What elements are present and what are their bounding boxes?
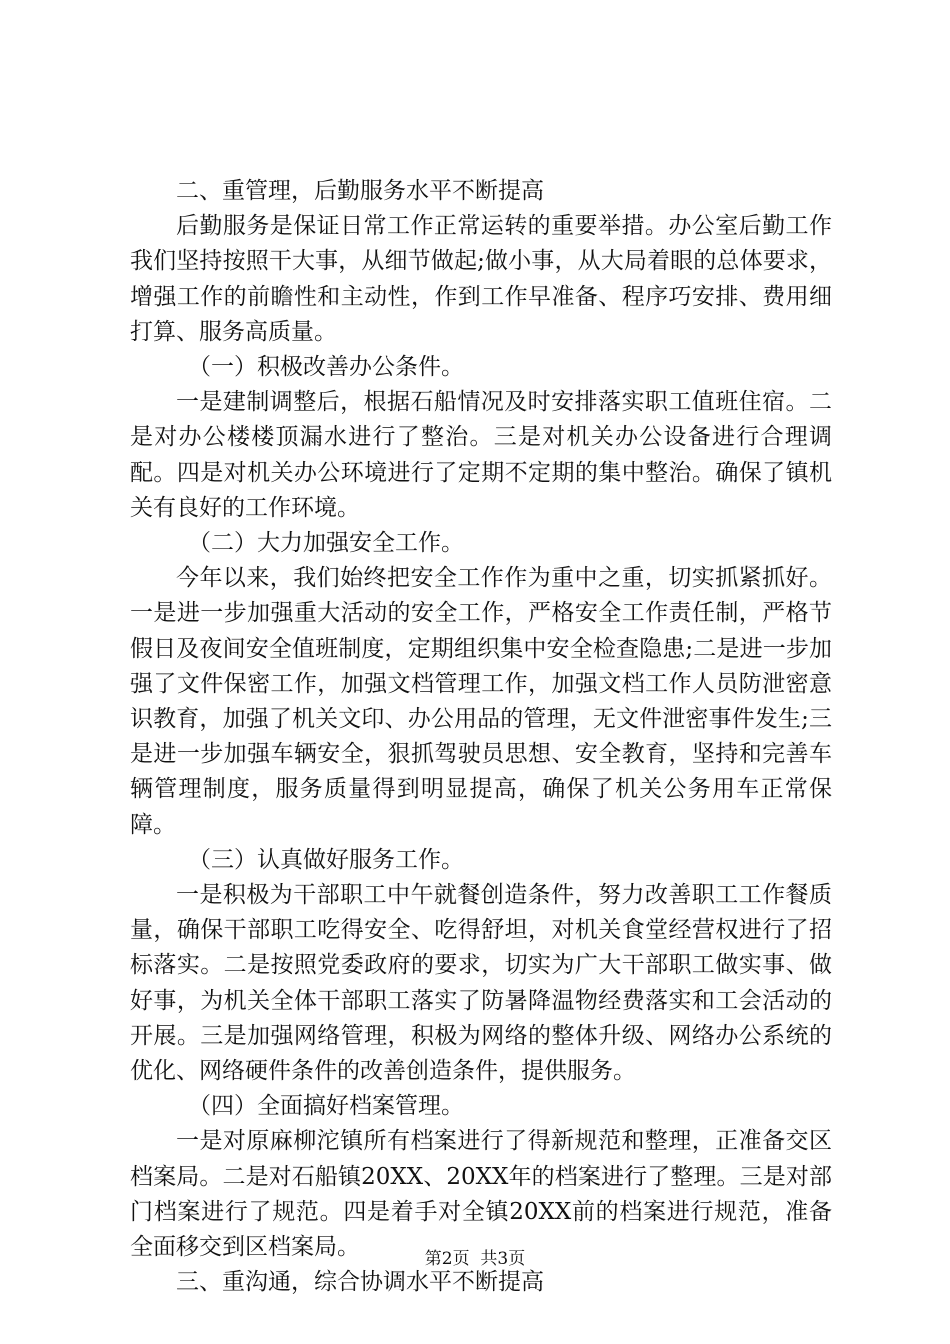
body-paragraph: 一是积极为干部职工中午就餐创造条件，努力改善职工工作餐质量，确保干部职工吃得安全、吃得舒坦，对机关食堂经营权进行了招标落实。二是按照党委政府的要求，切实为广大干部职工做实事、做好事，为机关全体干部职工落实了防暑降温物经费落实和工会活动的开展。三是加强网络管理，积极为网络的整体升级、网络办公系统的优化、网络硬件条件的改善创造条件，提供服务。: [130, 882, 832, 1085]
section-heading: 三、重沟通，综合协调水平不断提高: [176, 1269, 544, 1296]
subsection-heading: （三）认真做好服务工作。: [188, 846, 464, 873]
section-heading: 二、重管理，后勤服务水平不断提高: [176, 178, 544, 204]
body-paragraph: 一是建制调整后，根据石船情况及时安排落实职工值班住宿。二是对办公楼楼顶漏水进行了整治。三是对机关办公设备进行合理调配。四是对机关办公环境进行了定期不定期的集中整治。确保了镇机关有良好的工作环境。: [130, 389, 832, 521]
subsection-heading: （一）积极改善办公条件。: [188, 354, 464, 381]
body-paragraph: 一是对原麻柳沱镇所有档案进行了得新规范和整理，正准备交区档案局。二是对石船镇20XX、20XX年的档案进行了整理。三是对部门档案进行了规范。四是着手对全镇20XX前的档案进行规范，准备全面移交到区档案局。: [130, 1128, 832, 1261]
page-footer: 第2页 共3页: [424, 1249, 526, 1269]
document-body: [130, 174, 832, 1301]
body-paragraph: 今年以来，我们始终把安全工作作为重中之重，切实抓紧抓好。一是进一步加强重大活动的安全工作，严格安全工作责任制，严格节假日及夜间安全值班制度，定期组织集中安全检查隐患;二是进一步加强了文件保密工作，加强文档管理工作，加强文档工作人员防泄密意识教育，加强了机关文印、办公用品的管理，无文件泄密事件发生;三是进一步加强车辆安全，狠抓驾驶员思想、安全教育，坚持和完善车辆管理制度，服务质量得到明显提高，确保了机关公务用车正常保障。: [130, 565, 832, 838]
body-paragraph: 后勤服务是保证日常工作正常运转的重要举措。办公室后勤工作我们坚持按照干大事，从细节做起;做小事，从大局着眼的总体要求，增强工作的前瞻性和主动性，作到工作早准备、程序巧安排、费用细打算、服务高质量。: [130, 213, 832, 345]
subsection-heading: （四）全面搞好档案管理。: [188, 1093, 464, 1120]
subsection-heading: （二）大力加强安全工作。: [188, 530, 464, 557]
